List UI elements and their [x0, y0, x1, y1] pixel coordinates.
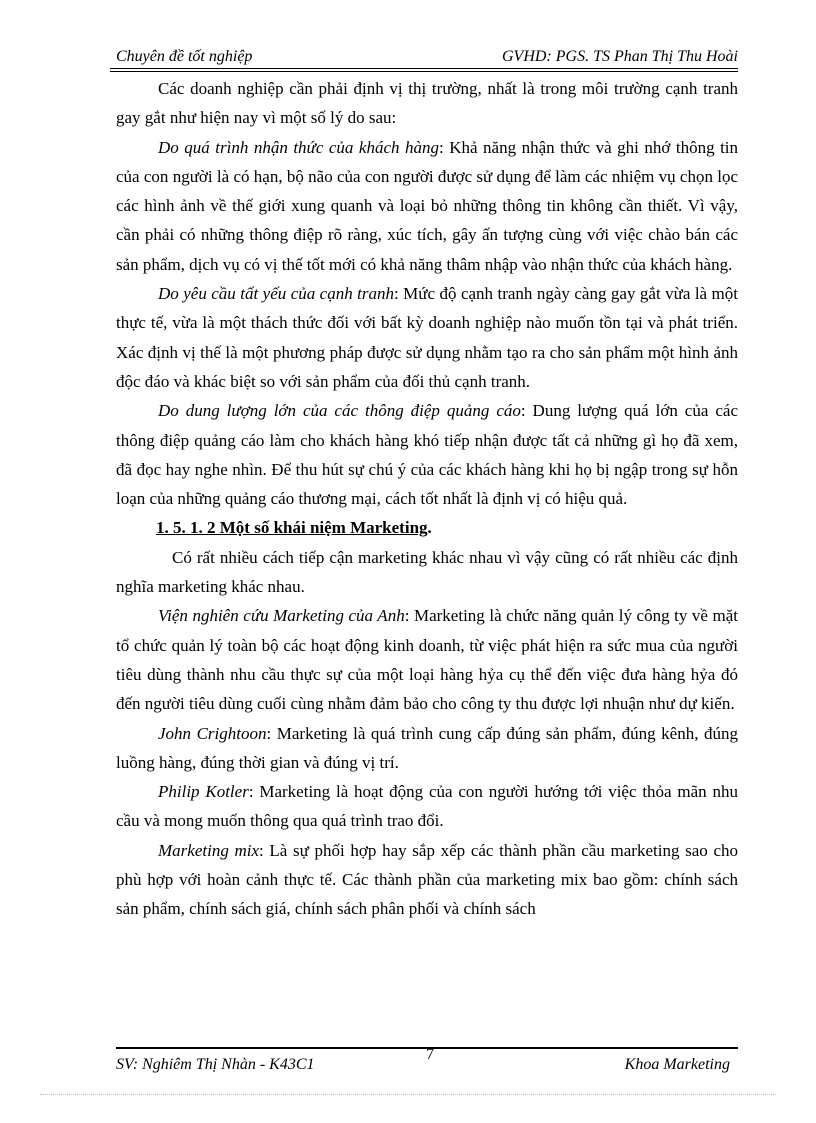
paragraph-lead: Philip Kotler: [158, 782, 249, 802]
page-footer: [116, 1046, 730, 1076]
header-rule: [110, 68, 738, 72]
paragraph-competition: [116, 279, 738, 396]
paragraph-customer-perception: [116, 133, 738, 279]
page-header: [116, 46, 738, 68]
paragraph-lead: Do quá trình nhận thức của khách hàng: [158, 137, 439, 157]
header-document-type: Chuyên đề tốt nghiệp: [116, 48, 253, 65]
paragraph-text: : Marketing là quá trình cung cấp đúng sản phẩm, đúng kênh, đúng luồng hàng, đúng thời gian và đúng vị trí.: [116, 723, 738, 772]
paragraph-lead: Marketing mix: [158, 840, 260, 860]
paragraph-lead: John Crightoon: [158, 723, 267, 743]
page-number: 7: [426, 1046, 434, 1063]
section-heading-period: .: [427, 518, 432, 538]
footer-student: SV: Nghiêm Thị Nhàn - K43C1: [116, 1056, 315, 1073]
paragraph-lead: Do dung lượng lớn của các thông điệp quảng cáo: [158, 401, 521, 421]
paragraph-lead: Do yêu cầu tất yếu của cạnh tranh: [158, 284, 395, 304]
paragraph-marketing-mix: [116, 836, 738, 924]
document-body: [116, 74, 738, 924]
paragraph-text: : Khả năng nhận thức và ghi nhớ thông tin của con người là có hạn, bộ não của con người được sử dụng để làm các nhiệm vụ chọn lọc các hình ảnh về thế giới xung quanh và loại bỏ những thông tin không cần thiết. Vì vậy, cần phải có những thông điệp rõ ràng, xúc tích, gây ấn tượng cùng với việc chào bán các sản phẩm, dịch vụ có vị thế tốt mới có khả năng thâm nhập vào nhận thức của khách hàng.: [116, 137, 739, 274]
paragraph-text: : Marketing là chức năng quản lý công ty về mặt tổ chức quản lý toàn bộ các hoạt động kinh doanh, từ việc phát hiện ra sức mua của người tiêu dùng thành nhu cầu thực sự của một loại hàng hỷa cụ thể đến việc đưa hàng hỷa đó đến người tiêu dùng cuối cùng nhằm đảm bảo cho công ty thu được lợi nhuận như dự kiến.: [116, 606, 738, 714]
paragraph-text: : Là sự phối hợp hay sắp xếp các thành phần cầu marketing sao cho phù hợp với hoàn cảnh thực tế. Các thành phần của marketing mix bao gồm: chính sách sản phẩm, chính sách giá, chính sách phân phối và chính sách: [116, 840, 738, 919]
footer-department: Khoa Marketing: [624, 1056, 730, 1073]
paragraph-text: : Marketing là hoạt động của con người hướng tới việc thỏa mãn nhu cầu và mong muốn thông qua quá trình trao đổi.: [116, 782, 738, 831]
paragraph-lead: Viện nghiên cứu Marketing của Anh: [158, 606, 405, 626]
page-edge-divider: [40, 1094, 776, 1095]
paragraph-intro: Các doanh nghiệp cần phải định vị thị trường, nhất là trong môi trường cạnh tranh gay gắt như hiện nay vì một số lý do sau:: [116, 79, 738, 128]
paragraph-definitions-intro: Có rất nhiều cách tiếp cận marketing khác nhau vì vậy cũng có rất nhiều các định nghĩa marketing khác nhau.: [116, 547, 738, 597]
paragraph-philip-kotler: [116, 777, 738, 836]
header-supervisor: GVHD: PGS. TS Phan Thị Thu Hoài: [501, 48, 738, 65]
paragraph-john-crightoon: [116, 719, 738, 778]
section-heading-text: 1. 5. 1. 2 Một số khái niệm Marketing: [156, 518, 428, 538]
paragraph-text: : Dung lượng quá lớn của các thông điệp quảng cáo làm cho khách hàng khó tiếp nhận được tất cả những gì họ đã xem, đã đọc hay nghe nhìn. Để thu hút sự chú ý của các khách hàng khi họ bị ngập trong sự hỗn loạn của những quảng cáo thương mại, cách tốt nhất là định vị có hiệu quả.: [116, 401, 738, 509]
paragraph-advertising: [116, 396, 738, 513]
section-heading: [116, 513, 738, 542]
paragraph-uk-institute: [116, 601, 738, 718]
paragraph-text: : Mức độ cạnh tranh ngày càng gay gắt vừa là một thực tế, vừa là một thách thức đối với bất kỳ doanh nghiệp nào muốn tồn tại và phát triển. Xác định vị thế là một phương pháp được sử dụng nhằm tạo ra cho sản phẩm một hình ảnh độc đáo và khác biệt so với sản phẩm của đối thủ cạnh tranh.: [116, 284, 738, 391]
